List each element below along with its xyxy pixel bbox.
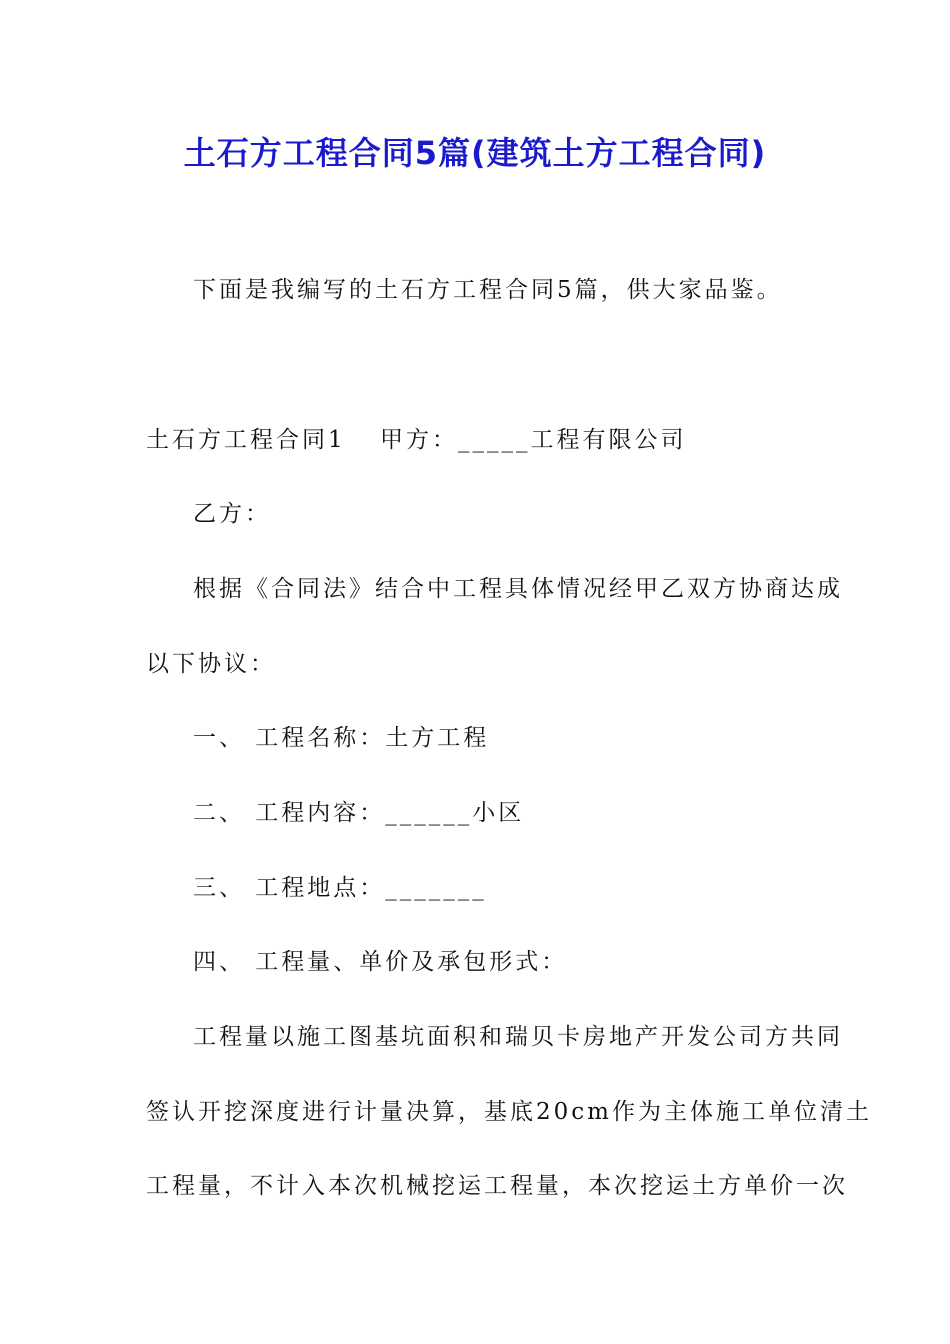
- clause-2: 二、 工程内容：______小区: [193, 800, 525, 826]
- preamble-line-1: 根据《合同法》结合中工程具体情况经甲乙双方协商达成: [193, 576, 843, 602]
- body-line-2: 签认开挖深度进行计量决算，基底20cm作为主体施工单位清土: [146, 1099, 872, 1125]
- party-b: 乙方：: [193, 501, 271, 527]
- clause-4: 四、 工程量、单价及承包形式：: [193, 949, 568, 975]
- clause-3: 三、 工程地点：_______: [193, 875, 487, 901]
- clause-1: 一、 工程名称：土方工程: [193, 725, 490, 751]
- party-a: 甲方：_____工程有限公司: [380, 427, 687, 453]
- section-heading: 土石方工程合同1: [146, 427, 346, 453]
- body-line-3: 工程量，不计入本次机械挖运工程量，本次挖运土方单价一次: [146, 1173, 848, 1199]
- intro-paragraph: 下面是我编写的土石方工程合同5篇，供大家品鉴。: [193, 277, 783, 303]
- preamble-line-2: 以下协议：: [146, 651, 276, 677]
- document-title: 土石方工程合同5篇(建筑土方工程合同): [183, 134, 767, 172]
- body-line-1: 工程量以施工图基坑面积和瑞贝卡房地产开发公司方共同: [193, 1024, 843, 1050]
